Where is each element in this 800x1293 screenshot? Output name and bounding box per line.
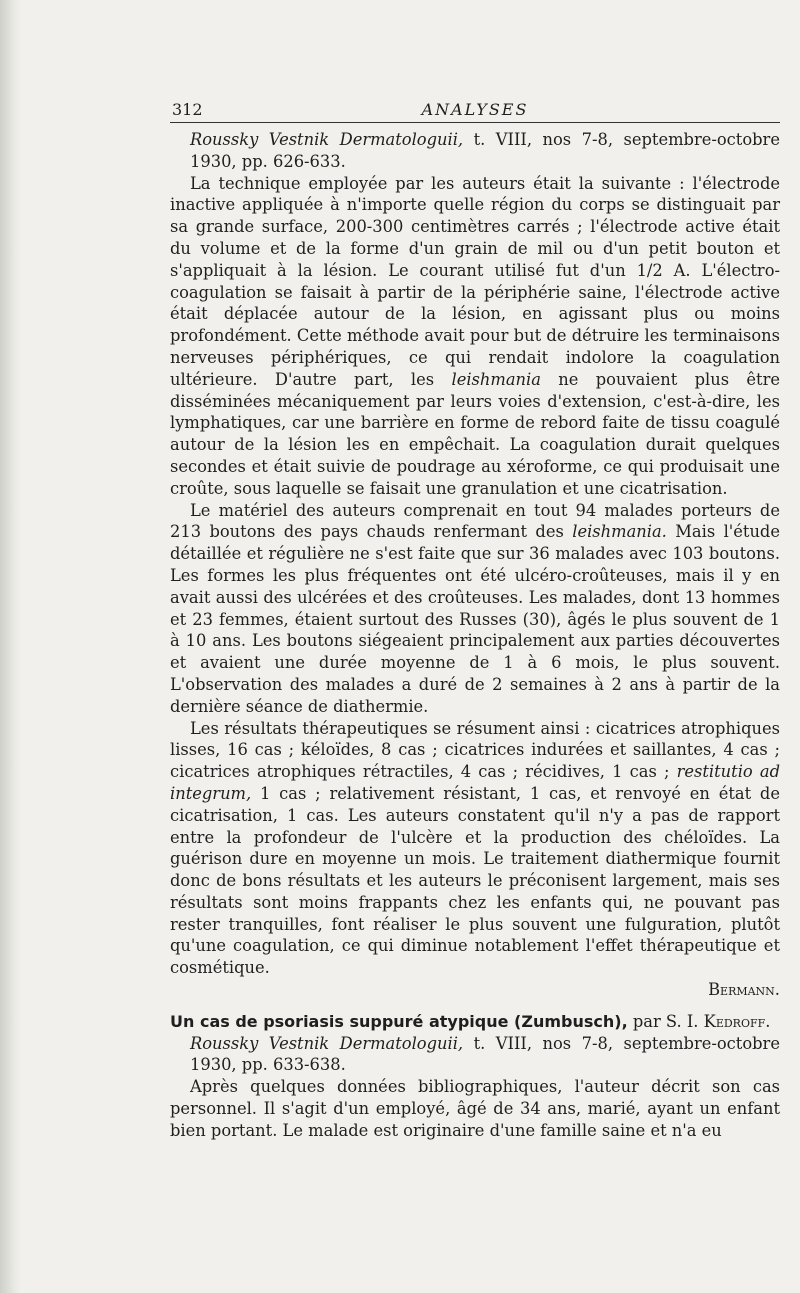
author-prefix: par S. I. bbox=[632, 1011, 699, 1031]
paragraph-text: La technique employée par les auteurs était la suivante : l'électrode inactive appliquée à n'importe quelle région du corps se distinguait par sa grande surface, 200-300 centimètres carrés ; l'électrode active était du volume et de la forme d'un grain de mil ou d'un petit bouton et s'appliquait à la lésion. Le courant utilisé fut d'un 1/2 A. L'électro-coagulation se faisait à partir de la périphérie saine, l'électrode active était déplacée autour de la lésion, en agissant plus ou moins profondément. Cette méthode avait pour but de détruire les terminaisons nerveuses périphériques, ce qui rendait indolore la coagulation ultérieure. D'autre part, les bbox=[170, 173, 780, 389]
abstract1-signature-line bbox=[170, 979, 780, 1001]
abstract1-paragraph-2 bbox=[170, 500, 780, 718]
paragraph-text: ne pouvaient plus être disséminées mécaniquement par leurs voies d'extension, c'est-à-dire, les lymphatiques, car une barrière en forme de rebord faite de tissu coagulé autour de la lésion les en empêchait. La coagulation durait quelques secondes et était suivie de poudrage au xéroforme, ce qui produisait une croûte, sous laquelle se faisait une granulation et une cicatrisation. bbox=[170, 369, 780, 498]
abstract2-paragraph-1: Après quelques données bibliographiques, l'auteur décrit son cas personnel. Il s'agit d'un employé, âgé de 34 ans, marié, ayant un enfant bien portant. Le malade est originaire d'une famille saine et n'a eu bbox=[170, 1077, 780, 1140]
paragraph-emphasis: leishmania. bbox=[572, 522, 667, 542]
paragraph-emphasis: leishmania bbox=[451, 369, 541, 389]
abstract2-heading bbox=[170, 1011, 780, 1033]
page-binding-edge bbox=[0, 0, 22, 1293]
page-header bbox=[170, 96, 780, 123]
signature: Bermann. bbox=[708, 980, 780, 1000]
paragraph-text: 1 cas ; relativement résistant, 1 cas, et renvoyé en état de cicatrisation, 1 cas. Les auteurs constatent qu'il n'y a pas de rapport entre la profondeur de l'ulcère et la production des chéloïdes. La guérison dure en moyenne un mois. Le traitement diathermique fournit donc de bons résultats et les auteurs le préconisent largement, mais ses résultats sont moins frappants chez les enfants qui, ne pouvant pas rester tranquilles, font réaliser le plus souvent une fulguration, plutôt qu'une coagulation, ce qui diminue notablement l'effet thérapeutique et cosmétique. bbox=[170, 783, 780, 978]
abstract1-citation bbox=[170, 129, 780, 173]
page-number: 312 bbox=[172, 100, 203, 119]
paragraph-text: Mais l'étude détaillée et régulière ne s'est faite que sur 36 malades avec 103 boutons. Les formes les plus fréquentes ont été ulcéro-croûteuses, mais il y en avait aussi des ulcérées et des croûteuses. Les malades, dont 13 hommes et 23 femmes, étaient surtout des Russes (30), âgés le plus souvent de 1 à 10 ans. Les boutons siégeaient principalement aux parties découvertes et avaient une durée moyenne de 1 à 6 mois, le plus souvent. L'observation des malades a duré de 2 semaines à 2 ans à partir de la dernière séance de diathermie. bbox=[170, 522, 780, 716]
citation-details: t. VIII, nos 7-8, septembre-octobre 1930, pp. 633-638. bbox=[190, 1033, 780, 1075]
body-text bbox=[170, 129, 780, 1142]
page bbox=[170, 96, 780, 1142]
abstract1-paragraph-1 bbox=[170, 173, 780, 500]
running-head: ANALYSES bbox=[421, 100, 529, 119]
abstract1-paragraph-3 bbox=[170, 718, 780, 980]
paragraph-text: Les résultats thérapeutiques se résument ainsi : cicatrices atrophiques lisses, 16 cas ; kéloïdes, 8 cas ; cicatrices indurées et saillantes, 4 cas ; cicatrices atrophiques rétractiles, 4 cas ; récidives, 1 cas ; bbox=[170, 718, 780, 782]
paragraph-text: Le matériel des auteurs comprenait en tout 94 malades porteurs de 213 boutons des pays chauds renfermant des bbox=[170, 500, 780, 542]
citation-journal: Roussky Vestnik Dermatologuii, bbox=[190, 130, 464, 149]
abstract2-title: Un cas de psoriasis suppuré atypique (Zumbusch), bbox=[170, 1011, 628, 1031]
paragraph-emphasis: restitutio ad integrum, bbox=[170, 762, 780, 803]
author-name: Kedroff. bbox=[703, 1011, 771, 1031]
citation-details: t. VIII, nos 7-8, septembre-octobre 1930, pp. 626-633. bbox=[190, 130, 780, 171]
citation-journal: Roussky Vestnik Dermatologuii, bbox=[190, 1033, 464, 1053]
abstract2-citation bbox=[170, 1033, 780, 1077]
